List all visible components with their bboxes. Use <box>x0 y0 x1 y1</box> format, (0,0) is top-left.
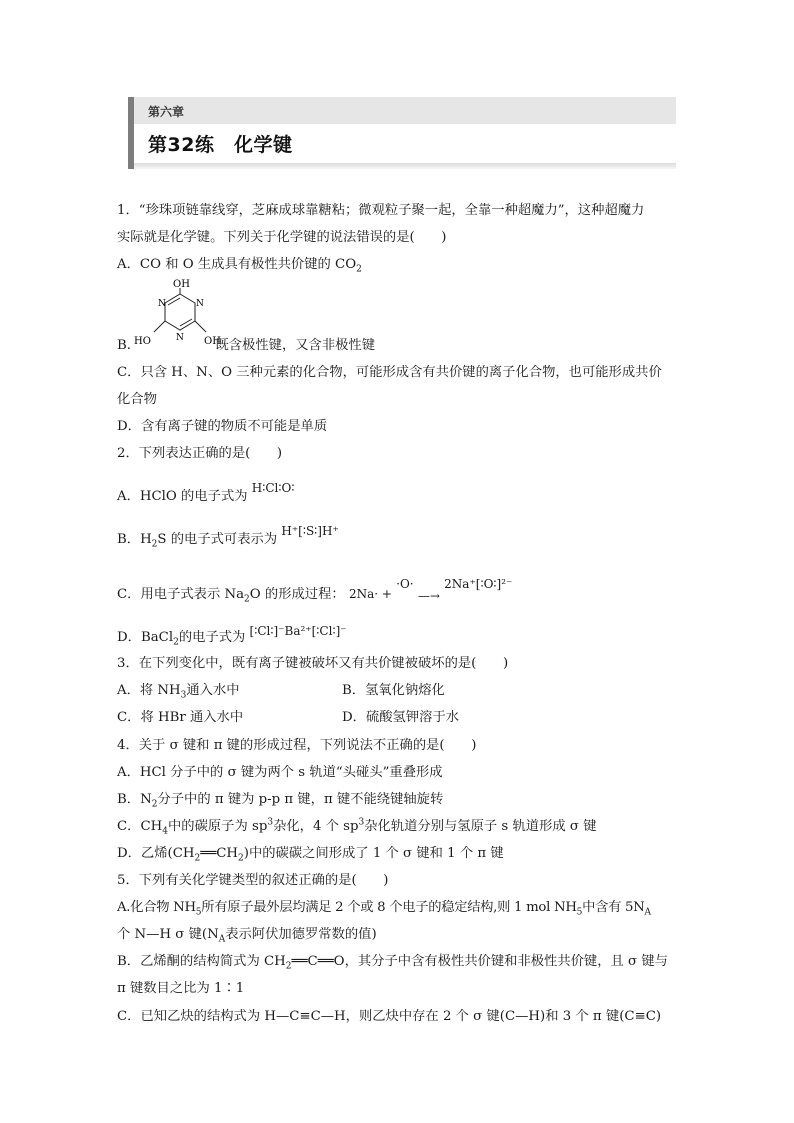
q1-option-a-sub: 2 <box>356 264 362 275</box>
oh-top: OH <box>173 279 190 290</box>
q3-option-b: B．氢氧化钠熔化 <box>342 683 445 698</box>
q4-option-d-sub-2: 2 <box>238 853 244 864</box>
q5-option-a-text-1: A.化合物 NH <box>117 900 196 915</box>
q2-option-c-formula-left: 2Na· + <box>348 587 392 601</box>
q2-option-d-formula: [∶Cl∶]⁻Ba²⁺[∶Cl∶]⁻ <box>249 624 347 638</box>
q5-option-a-sub-a: A <box>644 907 651 918</box>
bond-right <box>195 321 206 332</box>
q4-option-d <box>117 845 504 863</box>
q1-option-d: D．含有离子键的物质不可能是单质 <box>117 419 328 434</box>
q4-option-d-text-1: D．乙烯(CH <box>117 846 195 861</box>
q4-option-c-text-3: 杂化，4 个 sp <box>273 819 359 834</box>
q2-option-a-formula: H∶Cl∶O∶ <box>251 481 295 495</box>
q3-option-a-text-2: 通入水中 <box>186 683 240 698</box>
q2-option-a <box>117 481 295 506</box>
q2-option-d <box>117 624 347 648</box>
q4-option-c-sup: 3 <box>267 817 274 828</box>
q2-option-b-label-2: S 的电子式可表示为 <box>157 532 278 547</box>
q1-option-b <box>117 337 375 355</box>
ring-double-bond-1 <box>168 298 180 305</box>
q1-option-c-line-1: C．只含 H、N、O 三种元素的化合物，可能形成含有共价键的离子化合物，也可能形成共价 <box>117 365 662 380</box>
q5-option-a-text-2: 所有原子最外层均满足 2 个或 8 个电子的稳定结构,则 1 mol NH <box>201 900 577 915</box>
ring-n-2: N <box>196 299 204 309</box>
chapter-label: 第六章 <box>148 105 185 119</box>
q4-option-b-text-1: B．N <box>117 792 152 807</box>
q5-stem: 5．下列有关化学键类型的叙述正确的是( ) <box>117 873 389 888</box>
q5-option-c: C．已知乙炔的结构式为 H—C≡C—H，则乙炔中存在 2 个 σ 键(C—H)和 3 个 π 键(C≡C) <box>117 1009 662 1024</box>
q2-option-c-formula-o: ·O· <box>396 577 414 591</box>
q4-option-d-text-3: )中的碳碳之间形成了 1 个 σ 键和 1 个 π 键 <box>243 846 504 861</box>
q3-options-row-1 <box>117 682 445 701</box>
q5-option-b-text-1: B．乙烯酮的结构简式为 CH <box>117 954 286 969</box>
q5-option-b-line-2: π 键数目之比为 1∶1 <box>117 981 245 996</box>
q4-option-c-text-4: 杂化轨道分别与氢原子 s 轨道形成 σ 键 <box>364 819 597 834</box>
q1-option-a-text: A．CO 和 O 生成具有极性共价键的 CO <box>117 257 357 272</box>
q3-stem: 3．在下列变化中，既有离子键被破坏又有共价键被破坏的是( ) <box>117 656 509 671</box>
q5-option-b-line-1 <box>117 953 668 971</box>
q5-option-a-text-4: 个 N—H σ 键(N <box>117 927 219 942</box>
q4-option-c-text-1: C．CH <box>117 819 163 834</box>
header-shadow <box>134 163 676 169</box>
q2-option-b-formula: H⁺[∶S∶]H⁺ <box>281 524 339 538</box>
q3-option-a-text-1: A．将 NH <box>117 683 181 698</box>
q2-option-b-label-1: B．H <box>117 532 152 547</box>
ring-n-1: N <box>158 299 166 309</box>
q5-option-b-sub: 2 <box>285 961 292 972</box>
chapter-header <box>118 97 676 169</box>
q3-option-a-sub: 3 <box>180 690 187 701</box>
q2-option-b <box>117 524 339 550</box>
q5-option-a-text-5: 表示阿伏加德罗常数的值) <box>225 927 377 942</box>
q2-option-c-sub: 2 <box>244 594 250 605</box>
q2-option-d-label-2: 的电子式为 <box>178 630 246 645</box>
q3-options-row-2 <box>117 709 460 727</box>
q5-option-a-text-3: 中含有 5N <box>582 900 645 915</box>
q4-option-b-text-2: 分子中的 π 键为 p-p π 键，π 键不能绕键轴旋转 <box>157 792 444 807</box>
q4-option-c <box>117 818 597 836</box>
q1-stem-line-2: 实际就是化学键。下列关于化学键的说法错误的是( ) <box>117 230 447 245</box>
q2-stem: 2．下列表达正确的是( ) <box>117 446 283 461</box>
q1-stem-line-1: 1．“珍珠项链靠线穿，芝麻成球靠糖粘；微观粒子聚一起，全靠一种超魔力”，这种超魔力 <box>117 203 645 218</box>
q4-option-d-sub-1: 2 <box>194 853 201 864</box>
q1-option-c-line-2: 化合物 <box>117 392 157 407</box>
oh-right: OH <box>204 336 221 347</box>
q2-option-c <box>117 577 513 605</box>
q5-option-b-text-2: ══C══O，其分子中含有极性共价键和非极性共价键，且 σ 键与 <box>291 954 668 969</box>
q4-option-b-sub: 2 <box>151 799 158 810</box>
page-title: 第32练 化学键 <box>148 134 293 156</box>
q4-option-c-sup-2: 3 <box>358 817 365 828</box>
q2-option-d-sub: 2 <box>173 637 179 648</box>
q2-option-a-label: A．HClO 的电子式为 <box>117 489 248 504</box>
q2-option-b-sub: 2 <box>151 539 158 550</box>
q5-option-a-sub-2: 5 <box>576 907 583 918</box>
q2-option-c-label-1: C．用电子式表示 Na <box>117 587 245 602</box>
bond-left <box>154 321 165 332</box>
q3-option-c: C．将 HBr 通入水中 <box>117 710 244 725</box>
q5-option-a-line-2 <box>117 926 377 944</box>
q4-option-d-text-2: ══CH <box>200 846 239 861</box>
q5-option-a-sub: 5 <box>195 907 202 918</box>
q1-option-b-text: 既含极性键，又含非极性键 <box>215 338 376 353</box>
ring-n-3: N <box>176 333 184 343</box>
q2-option-d-label-1: D．BaCl <box>117 630 174 645</box>
q2-option-c-label-2: O 的形成过程： <box>249 587 345 602</box>
header-chapter-strip <box>134 97 676 124</box>
q4-option-c-text-2: 中的碳原子为 sp <box>167 819 268 834</box>
q2-option-c-arrow: —→ <box>417 589 440 603</box>
q5-option-a-line-1 <box>117 899 651 917</box>
q1-option-b-label: B. <box>117 338 131 353</box>
q4-option-c-sub: 4 <box>162 826 168 837</box>
q3-option-d: D．硫酸氢钾溶于水 <box>342 710 460 725</box>
triazine-ring <box>165 294 195 330</box>
ring-double-bond-2 <box>180 319 192 326</box>
q4-option-a: A．HCl 分子中的 σ 键为两个 s 轨道“头碰头”重叠形成 <box>117 765 443 780</box>
q3-option-a <box>117 683 240 701</box>
oh-left: HO <box>134 336 151 347</box>
q4-stem: 4．关于 σ 键和 π 键的形成过程，下列说法不正确的是( ) <box>117 738 477 753</box>
q5-option-a-sub-a-2: A <box>218 934 226 945</box>
q2-option-c-formula-right: 2Na⁺[∶O∶]²⁻ <box>444 577 513 591</box>
q4-option-b <box>117 791 443 809</box>
q1-option-a <box>117 256 362 274</box>
